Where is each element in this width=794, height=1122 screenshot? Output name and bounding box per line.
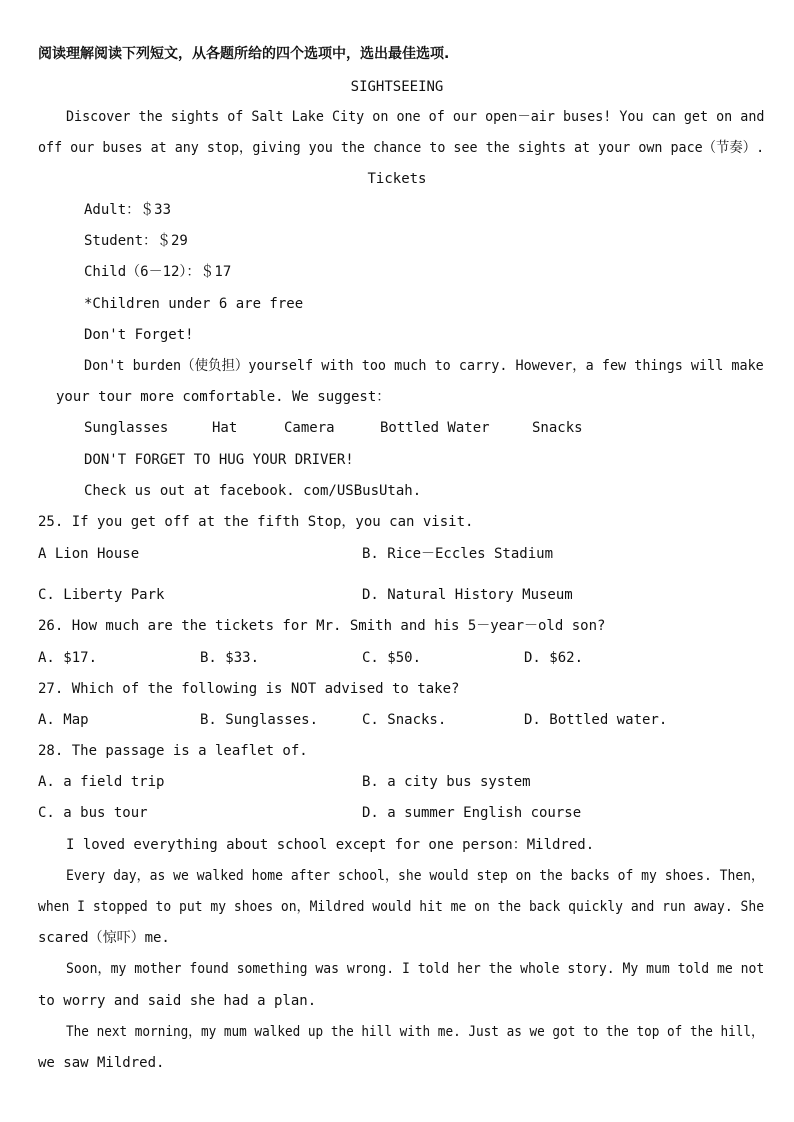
ticket-free-note: *Children under 6 are free — [84, 296, 304, 312]
option: C. a bus tour — [38, 805, 148, 821]
option: D. Bottled water. — [524, 712, 668, 728]
story-line: when I stopped to put my shoes on，Mildred would hit me on the back quickly and run away. She — [38, 899, 765, 915]
story-line: The next morning，my mum walked up the hill with me. Just as we got to the top of the hill， — [66, 1024, 764, 1040]
passage-title: SIGHTSEEING — [350, 79, 444, 95]
question-stem: 27. Which of the following is NOT advised to take? — [38, 681, 460, 697]
ticket-student: Student：＄29 — [84, 233, 188, 249]
option: C. $50. — [362, 650, 422, 666]
suggest-item: Bottled Water — [380, 420, 490, 436]
option: B. Rice－Eccles Stadium — [362, 546, 554, 562]
option: D. a summer English course — [362, 805, 582, 821]
ticket-child: Child（6－12）：＄17 — [84, 264, 232, 280]
option: D. $62. — [524, 650, 584, 666]
story-line: Soon，my mother found something was wrong. I told her the whole story. My mum told me not — [66, 961, 765, 977]
instruction: 阅读理解阅读下列短文，从各题所给的四个选项中，选出最佳选项. — [38, 46, 450, 62]
story-line: we saw Mildred. — [38, 1055, 165, 1071]
suggest-item: Hat — [212, 420, 238, 436]
suggest-item: Sunglasses — [84, 420, 169, 436]
option: B. $33. — [200, 650, 260, 666]
suggest-item: Camera — [284, 420, 335, 436]
reminder-text: your tour more comfortable. We suggest： — [56, 389, 391, 405]
question-stem: 26. How much are the tickets for Mr. Smith and his 5－year－old son? — [38, 618, 606, 634]
option: C. Snacks. — [362, 712, 447, 728]
reminder-text: Don't burden（使负担）yourself with too much to carry. However，a few things will make — [84, 358, 764, 374]
ticket-adult: Adult：＄33 — [84, 202, 172, 218]
option: C. Liberty Park — [38, 587, 165, 603]
option: B. a city bus system — [362, 774, 531, 790]
intro-line: Discover the sights of Salt Lake City on one of our open－air buses! You can get on and — [66, 109, 765, 125]
option: A. a field trip — [38, 774, 165, 790]
option: A. $17. — [38, 650, 98, 666]
option: A. Map — [38, 712, 89, 728]
story-line: to worry and said she had a plan. — [38, 993, 317, 1009]
question-stem: 28. The passage is a leaflet of. — [38, 743, 308, 759]
tickets-heading: Tickets — [367, 171, 427, 187]
story-line: Every day，as we walked home after school，she would step on the backs of my shoes. Then， — [66, 868, 765, 884]
story-line: I loved everything about school except for one person：Mildred. — [66, 837, 595, 853]
question-stem: 25. If you get off at the fifth Stop，you can visit. — [38, 514, 474, 530]
reminder-heading: Don't Forget! — [84, 327, 194, 343]
intro-line: off our buses at any stop，giving you the chance to see the sights at your own pace（节奏）. — [38, 140, 765, 156]
option: B. Sunglasses. — [200, 712, 319, 728]
hug-driver: DON'T FORGET TO HUG YOUR DRIVER! — [84, 452, 354, 468]
facebook-link: Check us out at facebook. com/USBusUtah. — [84, 483, 422, 499]
story-line: scared（惊吓）me. — [38, 930, 170, 946]
option: D. Natural History Museum — [362, 587, 573, 603]
option: A Lion House — [38, 546, 140, 562]
suggest-item: Snacks — [532, 420, 583, 436]
